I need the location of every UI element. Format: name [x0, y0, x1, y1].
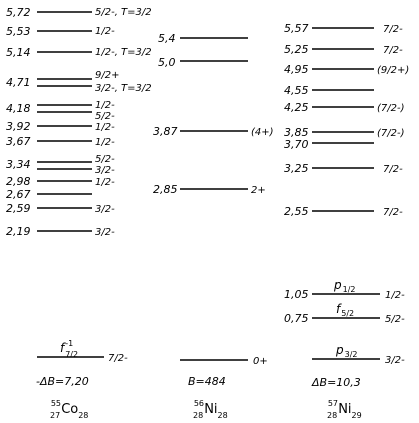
ni57-orbital-f5-2: $f_{5/2}$ — [336, 302, 355, 318]
ni57-jp-3: (9/2+) — [377, 65, 410, 76]
ni57-energy-2: 5,25 — [284, 43, 309, 56]
ni57-energy-10: 1,05 — [284, 288, 309, 301]
ni57-level-scheme — [284, 22, 409, 420]
ni56-ground-jp: 0+ — [253, 356, 268, 367]
co55-energy-6: 4,18 — [6, 102, 31, 115]
co55-jp-6: 1/2- — [95, 100, 115, 111]
ni57-energy-11: 0,75 — [284, 312, 309, 325]
ni57-energy-8: 3,25 — [284, 162, 309, 175]
co55-nucleus-label: $^{55}$ $27Co_{28}$ — [50, 399, 89, 420]
co55-jp-15: 3/2- — [95, 227, 115, 238]
ni57-energy-3: 4,95 — [284, 63, 309, 76]
co55-level-scheme — [6, 6, 152, 420]
ni56-energy-2: 5,0 — [158, 56, 176, 69]
ni57-jp-8: 7/2- — [383, 164, 403, 175]
co55-jp-7: 5/2- — [95, 111, 115, 122]
ni56-jp-4: 2+ — [251, 185, 266, 196]
ni56-nucleus-label: $^{56}$ $28Ni_{28}$ — [193, 399, 228, 420]
co55-ground-orbital: $f^{-1}$ 7/2 — [60, 339, 79, 359]
ni57-jp-10: 1/2- — [385, 290, 405, 301]
ni57-jp-5: (7/2-) — [377, 103, 405, 114]
ni57-energy-9: 2,55 — [284, 205, 309, 218]
ni57-orbital-p1-2: $p_{1/2}$ — [334, 278, 356, 294]
ni57-energy-6: 3,85 — [284, 126, 309, 139]
ni57-energy-7: 3,70 — [284, 138, 309, 151]
co55-jp-9: 1/2- — [95, 137, 115, 148]
co55-energy-13: 2,67 — [6, 188, 31, 201]
ni57-jp-6: (7/2-) — [377, 128, 405, 139]
co55-energy-12: 2,98 — [6, 175, 31, 188]
ni56-jp-3: (4+) — [251, 127, 274, 138]
ni57-binding-energy: ΔB=10,3 — [312, 376, 361, 389]
ni57-energy-1: 5,57 — [284, 22, 309, 35]
co55-jp-3: 1/2-, T=3/2 — [95, 47, 152, 58]
co55-energy-15: 2,19 — [6, 225, 31, 238]
ni57-jp-2: 7/2- — [383, 45, 403, 56]
ni57-ground-jp: 3/2- — [385, 355, 405, 366]
co55-energy-2: 5,53 — [6, 25, 31, 38]
co55-energy-1: 5,72 — [6, 6, 31, 19]
ni56-binding-energy: B=484 — [188, 375, 226, 388]
ni56-level-scheme — [153, 32, 274, 420]
co55-jp-11: 3/2- — [95, 165, 115, 176]
co55-energy-4: 4,71 — [6, 76, 31, 89]
ni57-orbital-p3-2: $p_{3/2}$ — [336, 343, 358, 359]
ni56-energy-1: 5,4 — [158, 32, 176, 45]
ni56-energy-4: 2,85 — [153, 183, 178, 196]
co55-energy-10: 3,34 — [6, 158, 31, 171]
ni57-nucleus-label: $^{57}$ $28Ni_{29}$ — [327, 399, 362, 420]
co55-jp-1: 5/2-, T=3/2 — [95, 7, 152, 18]
co55-energy-8: 3,92 — [6, 120, 31, 133]
co55-jp-12: 1/2- — [95, 177, 115, 188]
co55-energy-14: 2,59 — [6, 202, 31, 215]
ni57-jp-11: 5/2- — [385, 314, 405, 325]
co55-jp-10: 5/2- — [95, 154, 115, 165]
ni56-energy-3: 3,87 — [153, 125, 178, 138]
co55-binding-energy: -ΔB=7,20 — [36, 375, 89, 388]
ni57-energy-4: 4,55 — [284, 84, 309, 97]
co55-energy-9: 3,67 — [6, 135, 31, 148]
co55-jp-14: 3/2- — [95, 204, 115, 215]
co55-jp-5: 3/2-, T=3/2 — [95, 83, 152, 94]
co55-jp-2: 1/2- — [95, 26, 115, 37]
ni57-energy-5: 4,25 — [284, 101, 309, 114]
co55-ground-jp: 7/2- — [108, 353, 128, 364]
ni57-jp-9: 7/2- — [383, 207, 403, 218]
ni57-jp-1: 7/2- — [383, 24, 403, 35]
co55-jp-4: 9/2+ — [95, 70, 120, 81]
co55-energy-3: 5,14 — [6, 46, 31, 59]
co55-jp-8: 1/2- — [95, 122, 115, 133]
